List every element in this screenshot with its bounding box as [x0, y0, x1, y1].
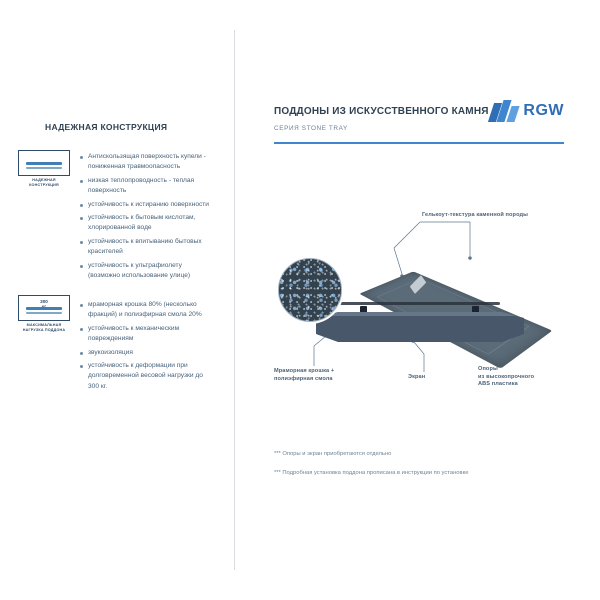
tray-section-icon — [18, 150, 70, 176]
zoom-plus-icon: + — [330, 308, 335, 317]
right-column — [252, 30, 570, 570]
tray-bar-secondary-icon — [26, 312, 62, 314]
rgw-logo-mark-icon — [491, 100, 517, 122]
list-item: устойчивость к бытовым кислотам, хлорированной воде — [80, 213, 210, 234]
tray-bar-icon — [26, 307, 62, 310]
label-marble-resin: Мраморная крошка + полиэфирная смола — [274, 368, 335, 382]
label-screen: Экран — [408, 374, 426, 380]
list-item: звукоизоляция — [80, 348, 210, 358]
list-item: устойчивость к истиранию поверхности — [80, 200, 210, 210]
header-divider — [274, 142, 564, 144]
list-item: устойчивость к впитыванию бытовых красителей — [80, 237, 210, 258]
rgw-logo-text: RGW — [523, 102, 564, 119]
reliable-construction-badge-caption: НАДЕЖНАЯ КОНСТРУКЦИЯ — [29, 178, 59, 187]
material-texture-zoom — [278, 258, 342, 322]
rgw-logo — [491, 100, 564, 122]
label-gelcoat: Гелькоут-текстура каменной породы — [422, 212, 529, 218]
reliable-construction-badge — [18, 150, 70, 188]
footnote: *** Подробная установка поддона прописана в инструкции по установке — [274, 470, 469, 476]
page-subtitle: СЕРИЯ STONE TRAY — [274, 125, 348, 132]
list-item: низкая теплопроводность - теплая поверхность — [80, 176, 210, 197]
page-title: ПОДДОНЫ ИЗ ИСКУССТВЕННОГО КАМНЯ — [274, 106, 489, 117]
weight-value-label: 300 — [40, 299, 48, 304]
list-item: Антискользящая поверхность купели - пониженная травмоопасность — [80, 152, 210, 173]
tray-bar-icon — [26, 162, 62, 165]
list-item: мраморная крошка 80% (несколько фракций) и полиэфирная смола 20% — [80, 300, 210, 321]
weight-300kg-icon — [18, 295, 70, 321]
product-diagram — [274, 170, 564, 430]
tray-screen-edge — [316, 312, 524, 316]
max-load-badge — [18, 295, 70, 333]
footnotes — [274, 450, 564, 488]
feature-list-surface — [80, 152, 210, 284]
list-item: устойчивость к механическим повреждениям — [80, 324, 210, 345]
feature-list-material — [80, 300, 210, 395]
tray-front-screen — [316, 312, 524, 342]
label-supports: Опоры из высокопрочного ABS пластика — [478, 366, 535, 388]
tray-support-rail — [340, 302, 500, 305]
list-item: устойчивость к ультрафиолету (возможно использование улице) — [80, 261, 210, 282]
tray-bar-secondary-icon — [26, 167, 62, 169]
max-load-badge-caption: МАКСИМАЛЬНАЯ НАГРУЗКА ПОДДОНА — [22, 323, 66, 332]
footnote: *** Опоры и экран приобретаются отдельно — [274, 451, 392, 457]
list-item: устойчивость к деформации при долговременной весовой нагрузки до 300 кг. — [80, 361, 210, 392]
left-column-title: НАДЕЖНАЯ КОНСТРУКЦИЯ — [45, 122, 168, 132]
